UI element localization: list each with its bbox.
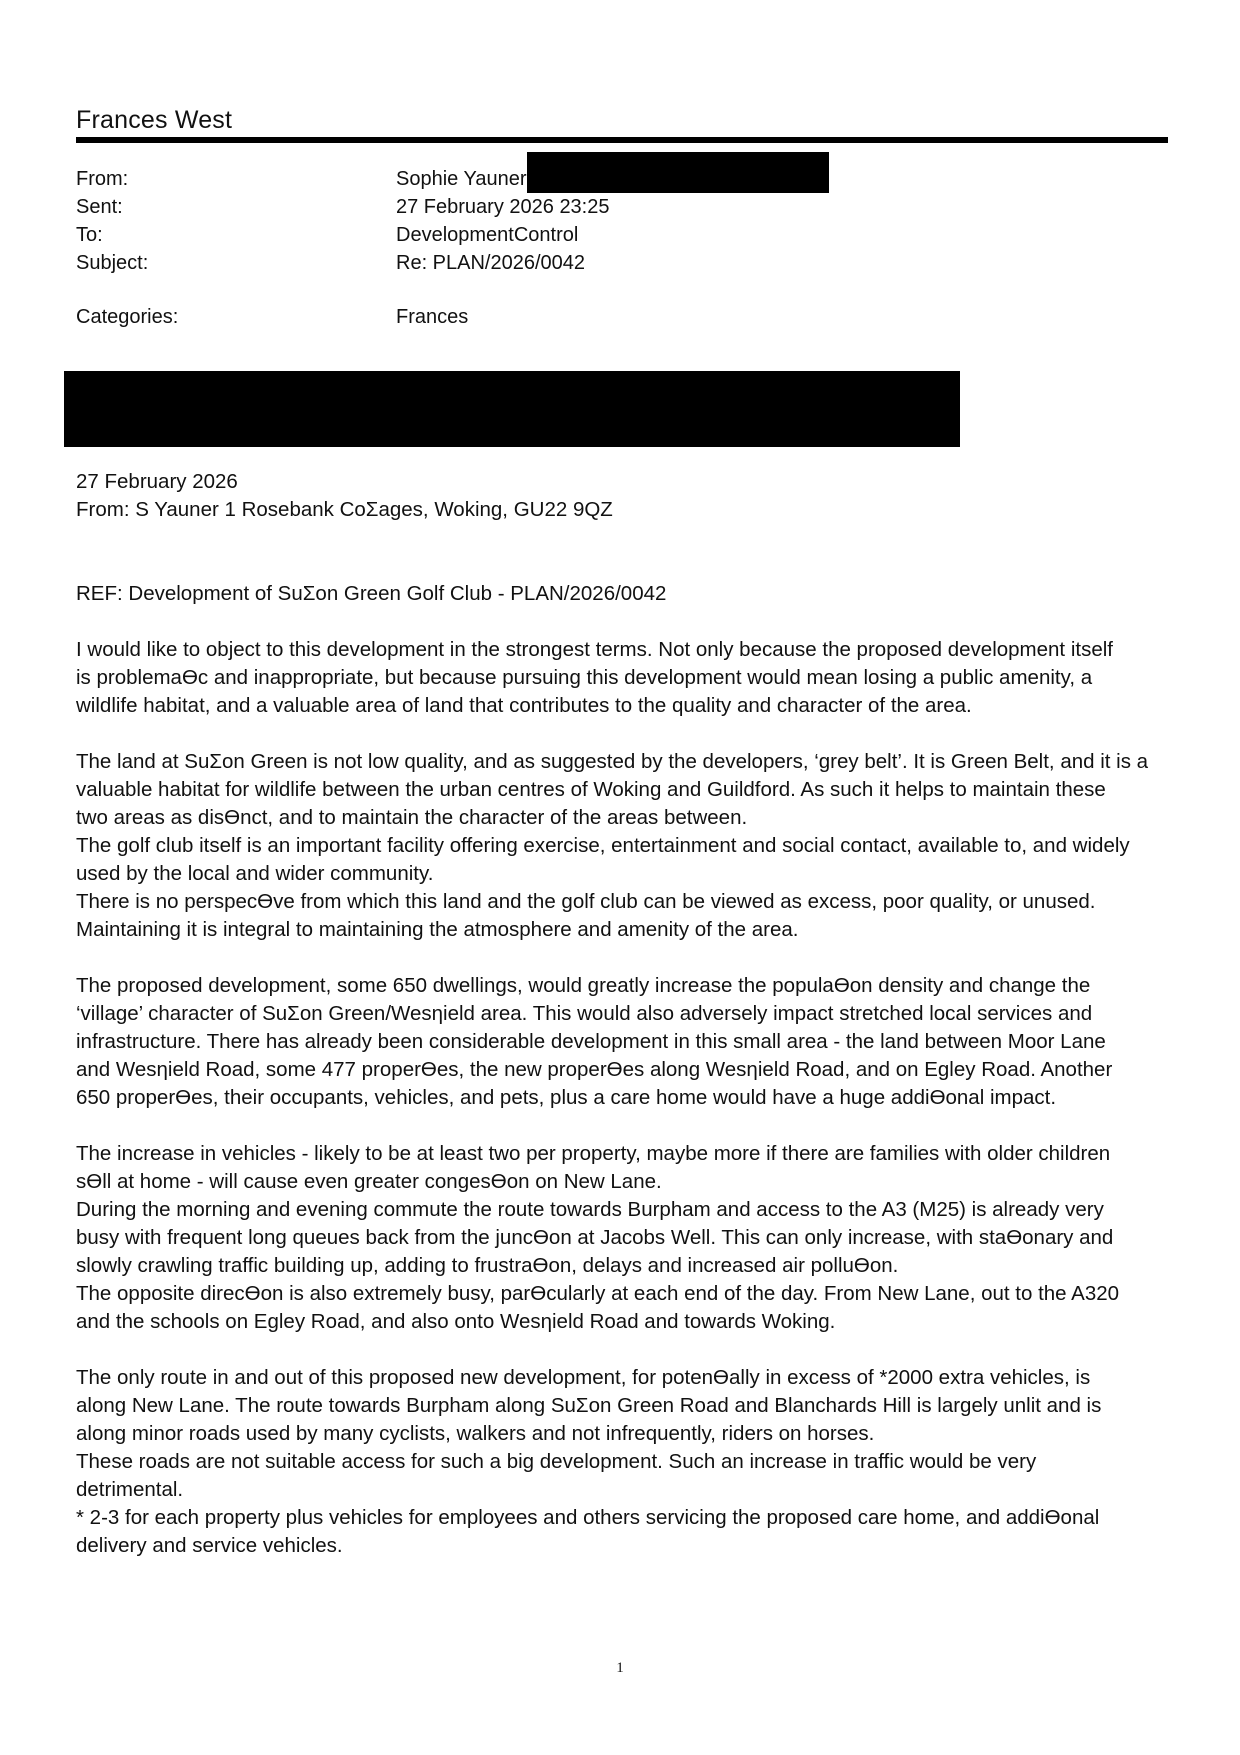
to-value: DevelopmentControl xyxy=(396,224,579,246)
to-label: To: xyxy=(76,224,103,246)
page-number: 1 xyxy=(616,1660,624,1676)
from-label: From: xyxy=(76,168,129,190)
paragraph-perspective: There is no perspecϴve from which this land and the golf club can be viewed as excess, poor quality, or unused. Maintaining it is integral to maintaining the atmosphere and amenity of the area. xyxy=(76,890,1096,941)
sent-value: 27 February 2026 23:25 xyxy=(396,196,610,218)
paragraph-objection: I would like to object to this development in the strongest terms. Not only because the proposed development itself is problemaϴc and inappropriate, but because pursuing this development would mean losing a public amenity, a wildlife habitat, and a valuable area of land that contributes to the quality and character of the area. xyxy=(76,638,1113,717)
paragraph-opposite-direction: The opposite direcϴon is also extremely busy, parϴcularly at each end of the day. From New Lane, out to the A320 and the schools on Egley Road, and also onto Wesƞield Road and towards Woking. xyxy=(76,1282,1120,1333)
redaction-block xyxy=(64,371,960,447)
letter-body xyxy=(76,468,1168,1560)
categories-label: Categories: xyxy=(76,306,179,328)
paragraph-unsuitable-roads: These roads are not suitable access for such a big development. Such an increase in traffic would be very detrimental. xyxy=(76,1450,1037,1501)
subject-value: Re: PLAN/2026/0042 xyxy=(396,252,586,274)
paragraph-golf-club: The golf club itself is an important facility offering exercise, entertainment and social contact, available to, and widely used by the local and wider community. xyxy=(76,834,1130,885)
redaction-bar-email xyxy=(527,152,829,193)
paragraph-green-belt: The land at SuΣon Green is not low quality, and as suggested by the developers, ‘grey belt’. It is Green Belt, and it is a valuable habitat for wildlife between the urban centres of Woking and Guildford. As such it helps to maintain these two areas as disϴnct, and to maintain the character of the areas between. xyxy=(76,750,1149,829)
categories-value: Frances xyxy=(396,306,469,328)
letter-from-line: From: S Yauner 1 Rosebank CoΣages, Woking, GU22 9QZ xyxy=(76,498,613,521)
from-value: Sophie Yauner xyxy=(396,168,527,190)
mailbox-owner-name: Frances West xyxy=(76,106,233,134)
paragraph-commute: During the morning and evening commute the route towards Burpham and access to the A3 (M25) is already very busy with frequent long queues back from the juncϴon at Jacobs Well. This can only increase, with staϴonary and slowly crawling traffic building up, adding to frustraϴon, delays and increased air polluϴon. xyxy=(76,1198,1114,1277)
letter-ref-line: REF: Development of SuΣon Green Golf Club - PLAN/2026/0042 xyxy=(76,582,667,605)
paragraph-only-route: The only route in and out of this proposed new development, for potenϴally in excess of *2000 extra vehicles, is along New Lane. The route towards Burpham along SuΣon Green Road and Blanchards Hill is largely unlit and is along minor roads used by many cyclists, walkers and not infrequently, riders on horses. xyxy=(76,1366,1102,1445)
header-divider xyxy=(76,137,1168,143)
sent-label: Sent: xyxy=(76,196,123,218)
letter-date: 27 February 2026 xyxy=(76,470,238,493)
paragraph-vehicles: The increase in vehicles - likely to be at least two per property, maybe more if there are families with older children sϴll at home - will cause even greater congesϴon on New Lane. xyxy=(76,1142,1111,1193)
subject-label: Subject: xyxy=(76,252,149,274)
paragraph-density: The proposed development, some 650 dwellings, would greatly increase the populaϴon density and change the ‘village’ character of SuΣon Green/Wesƞield area. This would also adversely impact stretched local services and infrastructure. There has already been considerable development in this small area - the land between Moor Lane and Wesƞield Road, some 477 properϴes, the new properϴes along Wesƞield Road, and on Egley Road. Another 650 properϴes, their occupants, vehicles, and pets, plus a care home would have a huge addiϴonal impact. xyxy=(76,974,1113,1109)
paragraph-footnote: * 2-3 for each property plus vehicles for employees and others servicing the proposed care home, and addiϴonal delivery and service vehicles. xyxy=(76,1506,1100,1557)
